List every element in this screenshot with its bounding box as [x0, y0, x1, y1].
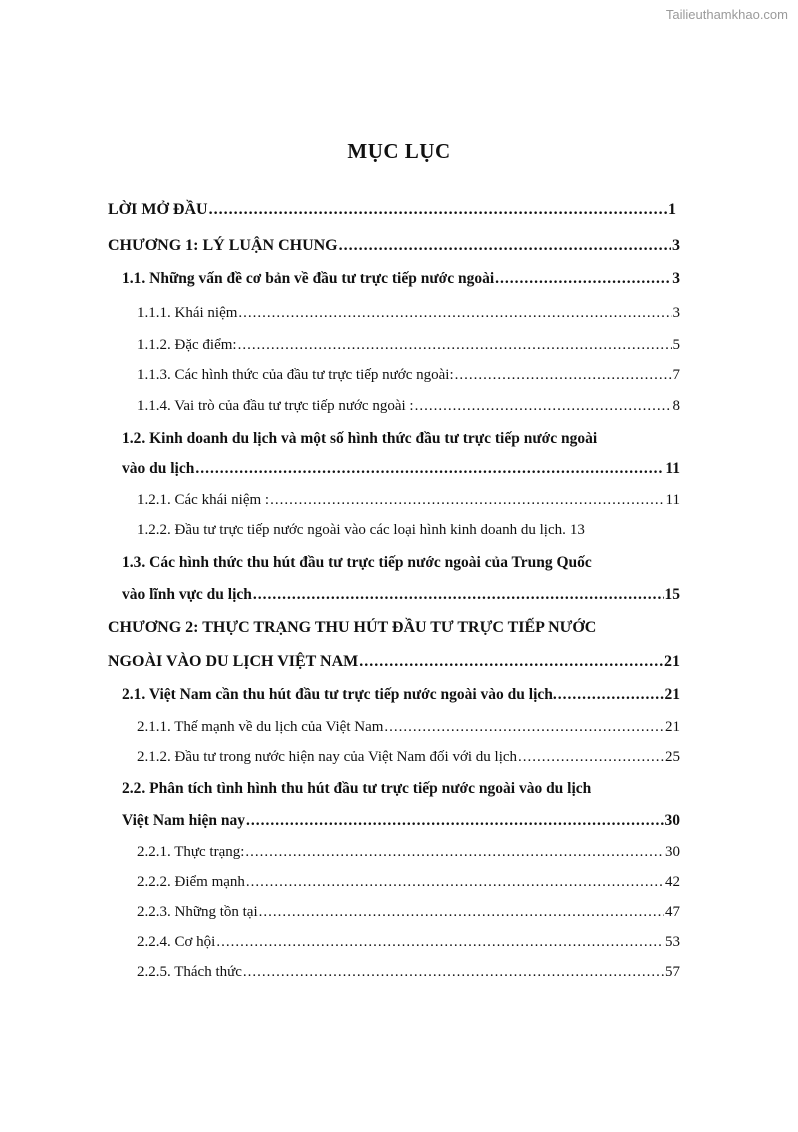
- toc-page-number: 15: [664, 586, 680, 603]
- toc-label: 1.1.1. Khái niệm: [137, 305, 238, 321]
- toc-entry-chapter-2-line1[interactable]: CHƯƠNG 2: THỰC TRẠNG THU HÚT ĐẦU TƯ TRỰC TIẾP NƯỚC: [108, 619, 597, 636]
- dot-leader: [384, 719, 664, 736]
- dot-leader: [246, 874, 664, 891]
- dot-leader: [259, 904, 664, 921]
- toc-entry-1-1-1[interactable]: [137, 305, 680, 329]
- toc-label: 2.2.3. Những tồn tại: [137, 904, 258, 920]
- toc-label: 1.1.4. Vai trò của đầu tư trực tiếp nước ngoài :: [137, 398, 414, 414]
- toc-label: 2.2.2. Điểm mạnh: [137, 874, 245, 890]
- dot-leader: [246, 812, 664, 830]
- toc-page-number: 11: [665, 460, 680, 477]
- dot-leader: [238, 337, 672, 354]
- dot-leader: [455, 367, 672, 384]
- toc-entry-1-3-line1[interactable]: 1.3. Các hình thức thu hút đầu tư trực tiếp nước ngoài của Trung Quốc: [122, 554, 592, 571]
- toc-entry-2-2-line1[interactable]: 2.2. Phân tích tình hình thu hút đầu tư trực tiếp nước ngoài vào du lịch: [122, 780, 592, 797]
- toc-label: 1.1. Những vấn đề cơ bản về đầu tư trực tiếp nước ngoài: [122, 270, 495, 287]
- toc-page-number: 8: [672, 398, 680, 414]
- toc-label: LỜI MỞ ĐẦU: [108, 201, 208, 218]
- toc-entry-2-1-1[interactable]: [137, 719, 680, 743]
- toc-label: 1.1.3. Các hình thức của đầu tư trực tiếp nước ngoài:: [137, 367, 454, 383]
- toc-entry-chapter-2[interactable]: [108, 653, 680, 677]
- toc-label: 2.1. Việt Nam cần thu hút đầu tư trực tiếp nước ngoài vào du lịch.: [122, 686, 557, 703]
- toc-entry-2-1-2[interactable]: [137, 749, 680, 773]
- toc-entry-2-2-3[interactable]: [137, 904, 680, 928]
- toc-label: NGOÀI VÀO DU LỊCH VIỆT NAM: [108, 653, 359, 670]
- toc-page-number: 57: [665, 964, 680, 980]
- toc-entry-1-2[interactable]: [122, 460, 680, 484]
- dot-leader: [518, 749, 664, 766]
- toc-entry-loi-mo-dau[interactable]: [108, 201, 676, 225]
- toc-entry-chapter-1[interactable]: [108, 237, 680, 261]
- dot-leader: [238, 305, 671, 322]
- toc-label: 2.1.1. Thế mạnh về du lịch của Việt Nam: [137, 719, 384, 735]
- toc-label: Việt Nam hiện nay: [122, 812, 245, 829]
- toc-label: 1.2.2. Đầu tư trực tiếp nước ngoài vào các loại hình kinh doanh du lịch.: [137, 522, 566, 538]
- toc-page-number: 30: [665, 844, 680, 860]
- toc-entry-1-1[interactable]: [122, 270, 680, 294]
- toc-entry-1-1-2[interactable]: [137, 337, 680, 361]
- toc-label: vào lĩnh vực du lịch: [122, 586, 252, 603]
- toc-entry-2-2[interactable]: [122, 812, 680, 836]
- dot-leader: [359, 653, 663, 671]
- toc-page-number: 3: [672, 237, 680, 254]
- dot-leader: [243, 964, 664, 981]
- toc-entry-1-1-3[interactable]: [137, 367, 680, 391]
- toc-label: 2.2.5. Thách thức: [137, 964, 242, 980]
- toc-entry-1-2-2[interactable]: [137, 522, 680, 546]
- toc-entry-2-2-5[interactable]: [137, 964, 680, 988]
- toc-page-number: 5: [672, 337, 680, 353]
- dot-leader: [253, 586, 664, 604]
- toc-entry-1-3[interactable]: [122, 586, 680, 610]
- toc-label: 2.2.4. Cơ hội: [137, 934, 216, 950]
- dot-leader: [195, 460, 664, 478]
- toc-entry-1-2-line1[interactable]: 1.2. Kinh doanh du lịch và một số hình thức đầu tư trực tiếp nước ngoài: [122, 430, 598, 447]
- toc-page-number: 13: [569, 522, 585, 538]
- toc-entry-2-1[interactable]: [122, 686, 680, 710]
- toc-label: 2.1.2. Đầu tư trong nước hiện nay của Việt Nam đối với du lịch: [137, 749, 518, 765]
- toc-page-number: 53: [665, 934, 680, 950]
- toc-page-number: 47: [665, 904, 680, 920]
- toc-entry-1-1-4[interactable]: [137, 398, 680, 422]
- toc-entry-2-2-1[interactable]: [137, 844, 680, 868]
- toc-label: 1.1.2. Đặc điểm:: [137, 337, 237, 353]
- toc-page-number: 21: [664, 653, 680, 670]
- toc-page-number: 30: [664, 812, 680, 829]
- toc-label: vào du lịch: [122, 460, 195, 477]
- toc-label: 2.2.1. Thực trạng:: [137, 844, 245, 860]
- toc-label: 1.2.1. Các khái niệm :: [137, 492, 270, 508]
- dot-leader: [245, 844, 664, 861]
- toc-page-number: 42: [665, 874, 680, 890]
- toc-page-number: 11: [665, 492, 680, 508]
- toc-entry-2-2-2[interactable]: [137, 874, 680, 898]
- dot-leader: [339, 237, 671, 255]
- toc-page-number: 25: [665, 749, 680, 765]
- toc-entry-1-2-1[interactable]: [137, 492, 680, 516]
- toc-page-number: 21: [665, 719, 680, 735]
- watermark: Tailieuthamkhao.com: [665, 7, 788, 22]
- toc-page-number: 1: [668, 201, 676, 218]
- dot-leader: [270, 492, 664, 509]
- toc-label: CHƯƠNG 1: LÝ LUẬN CHUNG: [108, 237, 338, 254]
- dot-leader: [558, 686, 664, 704]
- dot-leader: [495, 270, 671, 288]
- toc-entry-2-2-4[interactable]: [137, 934, 680, 958]
- page-title: MỤC LỤC: [347, 139, 451, 163]
- toc-page-number: 3: [672, 270, 680, 287]
- dot-leader: [216, 934, 664, 951]
- toc-page-number: 7: [672, 367, 680, 383]
- toc-page-number: 3: [672, 305, 680, 321]
- toc-page-number: 21: [664, 686, 680, 703]
- dot-leader: [209, 201, 667, 219]
- dot-leader: [415, 398, 672, 415]
